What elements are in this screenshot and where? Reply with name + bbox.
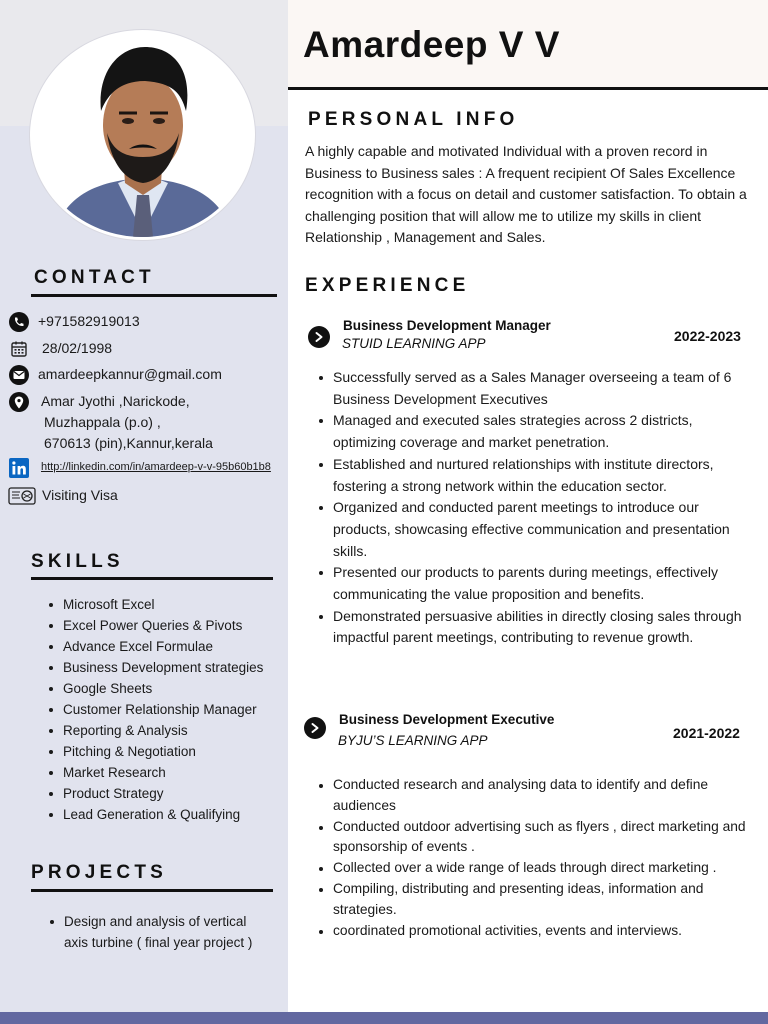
phone-icon: [8, 311, 30, 333]
project-line-2: axis turbine ( final year project ): [64, 935, 253, 950]
duty-item: Established and nurtured relationships with institute directors, fostering a strong network within the education sector.: [317, 454, 757, 497]
contact-visa-row: [8, 485, 118, 507]
skill-item: Advance Excel Formulae: [47, 636, 263, 657]
personal-info-heading: PERSONAL INFO: [308, 109, 519, 130]
duty-item: Collected over a wide range of leads through direct marketing .: [317, 858, 747, 879]
contact-dob-row: [8, 338, 112, 360]
contact-phone-row: [8, 311, 140, 333]
duty-item: Conducted outdoor advertising such as flyers , direct marketing and sponsorship of events .: [317, 817, 747, 859]
skill-item: Pitching & Negotiation: [47, 741, 263, 762]
job-title: Business Development Manager: [343, 318, 551, 333]
contact-address-row: [8, 391, 213, 454]
passport-icon: [8, 485, 36, 507]
address-line-3: 670613 (pin),Kannur,kerala: [44, 435, 213, 451]
arrow-circle-icon: [308, 326, 330, 348]
experience-heading: EXPERIENCE: [305, 275, 470, 296]
skills-rule: [31, 577, 273, 580]
phone-number[interactable]: +971582919013: [38, 313, 140, 329]
profile-photo: [30, 30, 255, 240]
contact-rule: [31, 294, 277, 297]
skills-heading: SKILLS: [31, 551, 124, 572]
duty-item: Organized and conducted parent meetings to introduce our products, showcasing effective communication and presentation skills.: [317, 497, 757, 562]
bottom-accent-bar: [0, 1012, 768, 1024]
skill-item: Google Sheets: [47, 678, 263, 699]
skill-item: Business Development strategies: [47, 657, 263, 678]
duty-item: Presented our products to parents during meetings, effectively communicating the value proposition and benefits.: [317, 562, 757, 605]
skill-item: Lead Generation & Qualifying: [47, 804, 263, 825]
projects-heading: PROJECTS: [31, 862, 168, 883]
linkedin-link[interactable]: http://linkedin.com/in/amardeep-v-v-95b60b1b8: [41, 461, 271, 473]
header-divider: [288, 87, 768, 90]
linkedin-icon: [8, 457, 30, 479]
contact-heading: CONTACT: [34, 267, 155, 288]
address-block: [41, 391, 213, 454]
skill-item: Customer Relationship Manager: [47, 699, 263, 720]
job-years: 2022-2023: [674, 328, 741, 344]
projects-rule: [31, 889, 273, 892]
job-title: Business Development Executive: [339, 712, 555, 727]
duty-item: coordinated promotional activities, events and interviews.: [317, 921, 747, 942]
job-company: STUID LEARNING APP: [342, 336, 486, 351]
skill-item: Microsoft Excel: [47, 594, 263, 615]
address-line-2: Muzhappala (p.o) ,: [44, 414, 161, 430]
skills-list: [47, 594, 263, 825]
contact-linkedin-row: [8, 457, 271, 479]
calendar-icon: [8, 338, 30, 360]
skill-item: Reporting & Analysis: [47, 720, 263, 741]
project-line-1: Design and analysis of vertical: [64, 914, 247, 929]
duty-item: Demonstrated persuasive abilities in directly closing sales through impactful parent meetings, contributing to revenue growth.: [317, 606, 757, 649]
duty-item: Compiling, distributing and presenting ideas, information and strategies.: [317, 879, 747, 921]
address-line-1: Amar Jyothi ,Narickode,: [41, 393, 190, 409]
contact-email-row: [8, 364, 222, 386]
profile-summary: A highly capable and motivated Individual with a proven record in Business to Business sales : A frequent recipient Of Sales Excellence recognition with a focus on detail and customer satisfaction. To obtain a challenging position that will allow me to utilize my skills in client Relationship , Management and Sales.: [305, 143, 747, 245]
job-duties: [317, 775, 747, 941]
skill-item: Product Strategy: [47, 783, 263, 804]
location-pin-icon: [8, 391, 30, 413]
date-of-birth: 28/02/1998: [42, 340, 113, 356]
email-address[interactable]: amardeepkannur@gmail.com: [38, 366, 222, 382]
candidate-name: Amardeep V V: [303, 24, 560, 65]
job-company: BYJU’S LEARNING APP: [338, 733, 488, 748]
skill-item: Excel Power Queries & Pivots: [47, 615, 263, 636]
envelope-icon: [8, 364, 30, 386]
duty-item: Successfully served as a Sales Manager overseeing a team of 6 Business Development Executives: [317, 367, 757, 410]
duty-item: Managed and executed sales strategies across 2 districts, optimizing coverage and market penetration.: [317, 410, 757, 453]
skill-item: Market Research: [47, 762, 263, 783]
visa-status: Visiting Visa: [42, 487, 118, 503]
project-item: [48, 911, 252, 953]
projects-list: [48, 911, 252, 953]
job-duties: [317, 367, 757, 649]
arrow-circle-icon: [304, 717, 326, 739]
duty-item: Conducted research and analysing data to identify and define audiences: [317, 775, 747, 817]
job-years: 2021-2022: [673, 725, 740, 741]
